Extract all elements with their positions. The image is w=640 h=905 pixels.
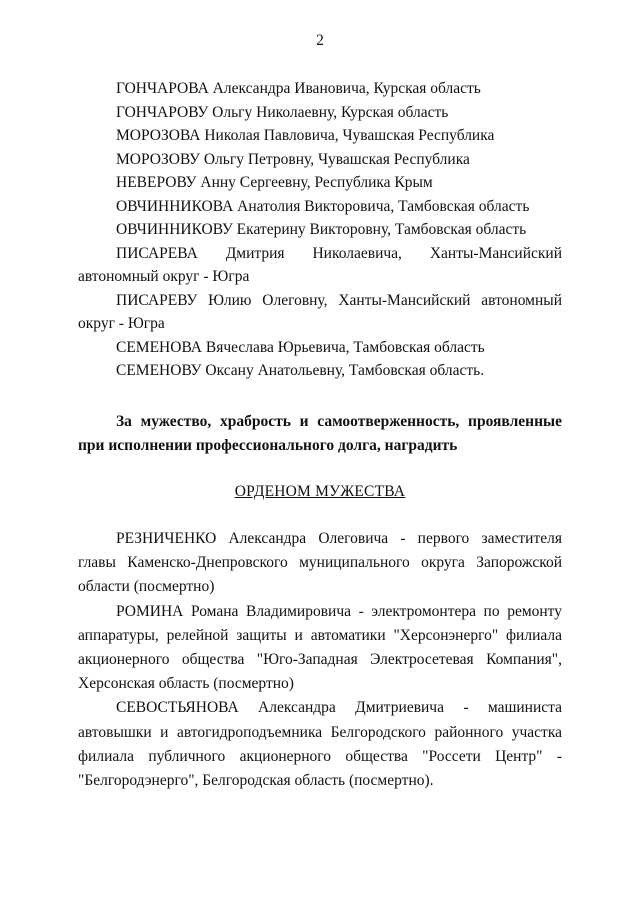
list-item: ГОНЧАРОВА Александра Ивановича, Курская область — [116, 80, 481, 97]
award-reason-heading: За мужество, храбрость и самоотверженность, проявленные при исполнении профессионального долга, наградить — [78, 413, 562, 454]
list-item: РОМИНА Романа Владимировича - электромонтера по ремонту аппаратуры, релейной защиты и автоматики "Херсонэнерго" филиала акционерного общества "Юго-Западная Электросетевая Компания", Херсонская область (посмертно) — [78, 602, 562, 693]
list-item: ОВЧИННИКОВА Анатолия Викторовича, Тамбовская область — [116, 197, 530, 215]
list-item: СЕМЕНОВУ Оксану Анатольевну, Тамбовская область. — [116, 362, 485, 379]
list-item: ОВЧИННИКОВУ Екатерину Викторовну, Тамбовская область — [116, 221, 527, 238]
list-item: НЕВЕРОВУ Анну Сергеевну, Республика Крым — [116, 174, 433, 191]
list-item: ПИСАРЕВА Дмитрия Николаевича, Ханты-Мансийский автономный округ - Югра — [78, 244, 562, 285]
list-item: СЕМЕНОВА Вячеслава Юрьевича, Тамбовская область — [116, 338, 485, 356]
list-item: ГОНЧАРОВУ Ольгу Николаевну, Курская область — [116, 103, 449, 121]
list-item: МОРОЗОВА Николая Павловича, Чувашская Республика — [116, 127, 495, 144]
page-number: 2 — [316, 32, 324, 49]
awardee-list-second — [78, 527, 562, 793]
list-item: ПИСАРЕВУ Юлию Олеговну, Ханты-Мансийский автономный округ - Югра — [78, 291, 562, 332]
list-item: МОРОЗОВУ Ольгу Петровну, Чувашская Республика — [116, 150, 470, 168]
list-item: СЕВОСТЬЯНОВА Александра Дмитриевича - машиниста автовышки и автогидроподъемника Белгородского районного участка филиала публичного акционерного общества "Россети Центр" - "Белгородэнерго", Белгородская область (посмертно). — [78, 699, 562, 790]
award-title: ОРДЕНОМ МУЖЕСТВА — [234, 483, 406, 500]
list-item: РЕЗНИЧЕНКО Александра Олеговича - первого заместителя главы Каменско-Днепровского муниципального округа Запорожской области (посмертно) — [78, 530, 562, 596]
awardee-list-first — [78, 77, 562, 383]
